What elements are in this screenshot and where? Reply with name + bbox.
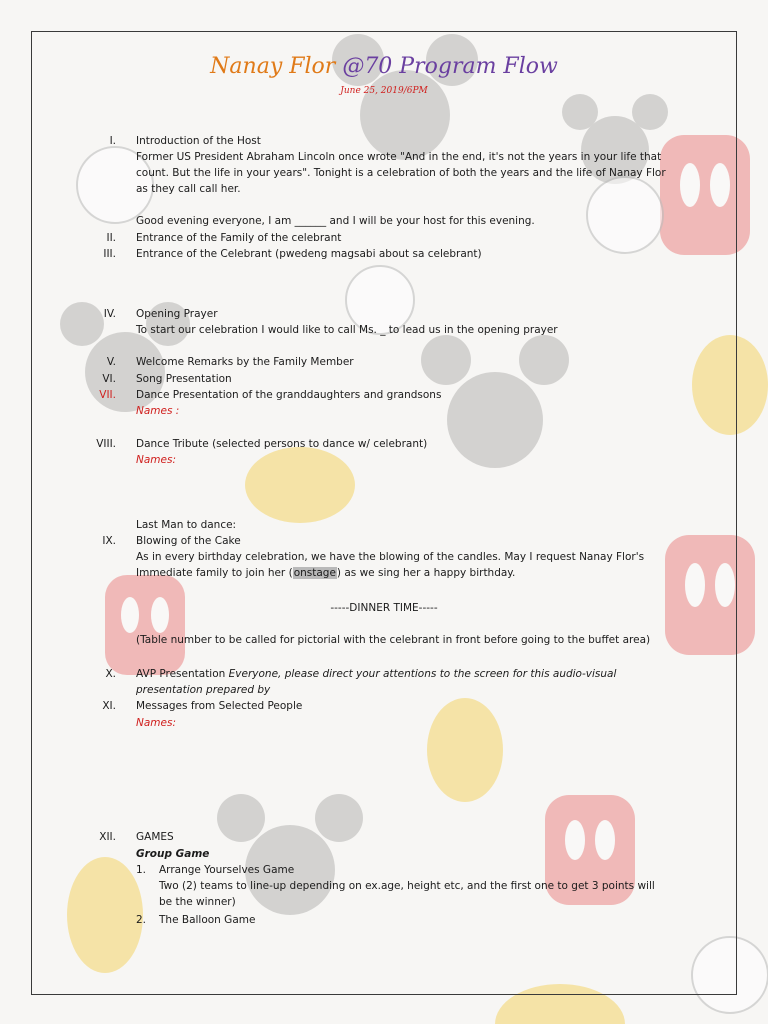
item-number: IX. [102,535,116,547]
names-label: Names: [136,717,176,729]
item-heading: Dance Presentation of the granddaughters and grandsons [136,389,442,401]
item-number: XII. [99,831,116,843]
game-number: 2. [136,914,147,926]
item-number: II. [106,232,116,244]
game-name: Arrange Yourselves Game [159,864,295,876]
item-heading: Opening Prayer [136,308,218,320]
item-text: count. But the life in your years". Tonight is a celebration of both the years and the life of Nanay Flor [136,167,666,179]
highlighted-word: onstage [293,567,336,579]
page-title [32,54,736,79]
item-heading: GAMES [136,831,174,843]
event-date: June 25, 2019/6PM [340,86,428,96]
names-label: Names : [136,405,180,417]
item-heading: Entrance of the Celebrant (pwedeng magsabi about sa celebrant) [136,248,482,260]
names-label: Names: [136,454,176,466]
program-page [31,31,737,995]
text-segment: Immediate family to join her ( [136,567,293,579]
game-name: The Balloon Game [159,914,256,926]
game-description: be the winner) [159,896,236,908]
item-heading [136,667,616,681]
item-text [136,566,515,580]
item-number: X. [105,668,116,680]
game-description: Two (2) teams to line-up depending on ex.age, height etc, and the first one to get 3 points will [159,880,655,892]
item-number: VI. [102,373,116,385]
item-heading: Entrance of the Family of the celebrant [136,232,342,244]
item-text: As in every birthday celebration, we have the blowing of the candles. May I request Nanay Flor's [136,551,645,563]
avp-text-continued: presentation prepared by [136,684,271,696]
text-segment: ) as we sing her a happy birthday. [336,567,516,579]
item-heading: Song Presentation [136,373,232,385]
item-heading: Blowing of the Cake [136,535,241,547]
host-line: Good evening everyone, I am ______ and I will be your host for this evening. [136,215,535,227]
item-number: I. [109,135,116,147]
item-text: Former US President Abraham Lincoln once wrote "And in the end, it's not the years in your life that [136,151,662,163]
item-heading: Dance Tribute (selected persons to dance w/ celebrant) [136,438,428,450]
item-heading: Messages from Selected People [136,700,303,712]
item-number: VII. [99,389,116,401]
title-name: Nanay Flor [210,54,336,79]
group-game-subheading: Group Game [136,848,210,860]
last-dance-line: Last Man to dance: [136,519,237,531]
dinner-note: (Table number to be called for pictorial with the celebrant in front before going to the buffet area) [136,634,651,646]
dinner-time: -----DINNER TIME----- [330,602,438,614]
item-number: XI. [102,700,116,712]
avp-heading: AVP Presentation [136,668,226,680]
avp-text: Everyone, please direct your attentions to the screen for this audio-visual [228,668,617,680]
item-text: as they call call her. [136,183,241,195]
item-number: V. [106,356,116,368]
item-text: To start our celebration I would like to call Ms. _ to lead us in the opening prayer [136,324,558,336]
title-rest: @70 Program Flow [342,54,558,79]
game-number: 1. [136,864,147,876]
item-heading: Welcome Remarks by the Family Member [136,356,354,368]
item-number: III. [103,248,116,260]
item-heading: Introduction of the Host [136,135,261,147]
item-number: IV. [103,308,116,320]
item-number: VIII. [96,438,116,450]
